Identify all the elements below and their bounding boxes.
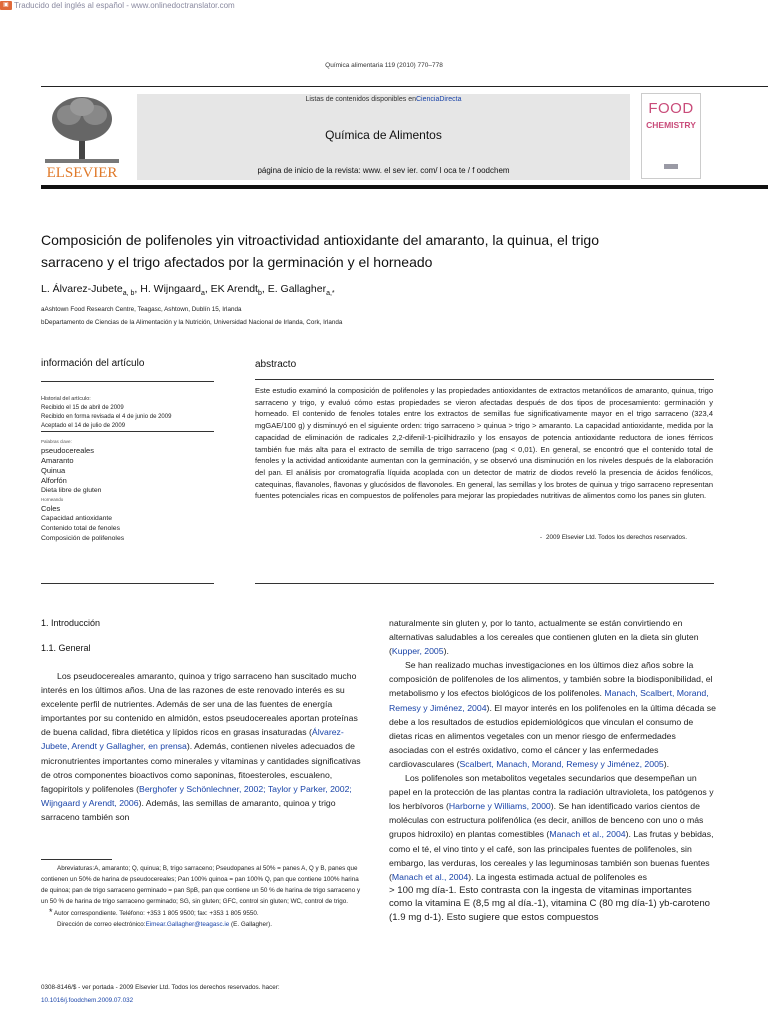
journal-homepage[interactable]: página de inicio de la revista: www. el sev ier. com/ l oca te / f oodchem [257,166,510,175]
section-heading: 1. Introducción [41,618,101,628]
divider [255,583,714,584]
abstract-heading: abstracto [255,359,297,370]
subsection-heading: 1.1. General [41,643,91,653]
paragraph-text: ). Se han identificado varios cientos de moléculas con estructura polifenólica (es decir, anillos de benceno con uno o más grupos hidroxilo) en plantas comestibles ( [389,801,704,840]
journal-name: Química de Alimentos [325,128,442,142]
article-info-heading: información del artículo [41,358,145,369]
paragraph: > 100 mg día-1. Esto contrasta con la ingesta de vitaminas importantes como la vitamina E (8,5 mg al día.-1), vitamina C (80 mg día-1) yb-caroteno (1.9 mg d-1). Esto sugiere que estos compuestos [389,884,710,923]
abbreviations-footnote: Abreviaturas:A, amaranto; Q, quinua; B, trigo sarraceno; Pseudopanes al 50% = panes A, Q y B, panes que contienen un 50% de harina de pseudocereales; Pan 100% quinoa = pan 100% Q, pan que contiene 100% harina de quinoa; pan de trigo sarraceno germinado = pan SpB, pan que contiene un 50 % de harina de trigo sarraceno y un 50 % de harina de trigo sarraceno germinado; SG, sin gluten; GFC, control sin gluten; WC, control de trigo. [41,865,361,905]
citation-link[interactable]: Kupper, 2005 [391,646,444,657]
paragraph-text: naturalmente sin gluten y, por lo tanto, actualmente se están convirtiendo en alternativas saludables a los cereales que contienen gluten en la dieta sin gluten ( [389,618,699,657]
corresponding-author-footnote: * Autor correspondiente. Teléfono: +353 1 805 9500; fax: +353 1 805 9550. [49,907,259,917]
keyword: Composición de polifenoles [41,535,125,542]
journal-reference: Química alimentaria 119 (2010) 770–778 [325,62,443,69]
footnotes [41,863,365,930]
sciencedirect-link[interactable]: CienciaDirecta [416,96,462,103]
article-history: Historial del artículo: Recibido el 15 de abril de 2009 Recibido en forma revisada el 4 de junio de 2009 Aceptado el 14 de julio de 2009 [41,396,172,429]
doi-link[interactable]: 10.1016/j.foodchem.2009.07.032 [41,997,134,1004]
divider [41,583,214,584]
author-name: , E. Gallagher [261,283,327,295]
keyword: Amaranto [41,456,74,465]
paragraph-text: Los pseudocereales amaranto, quinoa y trigo sarraceno han suscitado mucho interés en los últimos años. Una de las razones de este renovado interés es su excelente perfil de nutrientes. Además de ser una de las fuentes de energía importantes por su contenido en almidón, estos pseudocereales aportan proteínas de buena calidad, fibra dietética y lípidos ricos en grasas insaturadas ( [41,671,358,738]
paragraph-text: ). Además, contienen niveles adecuados de micronutrientes importantes como minerales y vitaminas y cantidades significativas de otros componentes bioactivos como saponinas, fitoesteroles, escualeno, fagopiritols y polifenoles ( [41,741,361,794]
author-name: L. Álvarez-Jubete [41,283,123,295]
elsevier-tree-icon [41,93,123,179]
paragraph-text: Se han realizado muchas investigaciones en los últimos diez años sobre la composición de polifenoles de los alimentos, y también sobre la biodisponibilidad, el metabolismo y los efectos biológicos de los polifenoles. [389,660,713,699]
email-link[interactable]: Eimear.Gallagher@teagasc.ie [145,921,230,928]
body-column-left [41,669,365,824]
author-name: , EK Arendt [204,283,258,295]
footnote-rule [41,859,112,860]
paragraph [389,616,716,658]
keyword: Contenido total de fenoles [41,525,120,532]
citation-link[interactable]: Manach, Scalbert, Morand, Remesy y Jiménez, 2004 [389,688,709,713]
abstract-text: Este estudio examinó la composición de polifenoles y las propiedades antioxidantes de extractos metanólicos de amaranto, quinua, trigo sarraceno y trigo, y evaluó cómo estas propiedades se vieron afectadas después de dos tipos de procesamiento: germinación y horneado. El contenido de fenoles totales entre los extractos de semillas fue significativamente mayor en el trigo sarraceno (323,4 mgGAE/100 g) y disminuyó en el siguiente orden: trigo sarraceno > quinua > trigo > amaranto. La capacidad antioxidante, medida por la capacidad de eliminación de radicales 2,2-difenil-1-picilhidrazilo y los ensayos de potencia antioxidante reductora de iones férricos también fue más alta para el extracto de semilla de trigo sarraceno (pag < 0,01). En general, se encontró que el contenido total de fenoles y la actividad antioxidante aumentan con la germinación, y se observó una disminución en los niveles después de la elaboración del pan. El análisis por cromatografía líquida acoplada con un detector de matriz de diodos reveló la presencia de ácidos fenólicos, catequinas, flavanoles, flavonas y glucósidos de flavonoles. En general, las semillas y los brotes de quinua y trigo sarraceno representan fuentes potenciales ricas en compuestos de polifenoles para mejorar las propiedades nutritivas de alimentos como los panes sin gluten. [255,386,713,501]
keyword: Alforfón [41,476,67,485]
svg-text:ELSEVIER: ELSEVIER [46,165,118,179]
paragraph-text: ). El mayor interés en los polifenoles en la última década se debe a los resultados de estudios epidemiológicos que vinculan el consumo de dietas ricas en alimentos vegetales con un menor riesgo de enfermedades asociadas con el estrés oxidativo, como el cáncer y las enfermedades cardiovasculares ( [389,702,716,769]
citation-link[interactable]: Álvarez-Jubete, Arendt y Gallagher, en prensa [41,727,344,752]
author-name: , H. Wijngaard [134,283,201,295]
keyword: Coles [41,504,61,513]
header-thick-rule [41,185,768,189]
divider [41,381,214,382]
body-column-right [389,616,716,925]
cover-food-text: FOOD [648,100,694,117]
article-title: Composición de polifenoles yin vitroactividad antioxidante del amaranto, la quinua, el trigo sarraceno y el trigo afectados por la germinación y el horneado [41,232,599,270]
paragraph-text: ). [663,758,670,769]
paragraph-text: ). Las frutas y bebidas, como el té, el vino tinto y el café, son las principales fuentes de polifenoles, sin embargo, las verduras, los cereales y las leguminosas también son buenas fuentes ( [389,829,714,882]
email-footnote: Dirección de correo electrónico:Eimear.Gallagher@teagasc.ie (E. Gallagher). [57,921,273,928]
translate-icon: ▣ [0,1,12,10]
citation-link[interactable]: Harborne y Williams, 2000 [448,801,551,812]
translation-bar[interactable] [0,0,235,11]
affiliation: bDepartamento de Ciencias de la Alimentación y la Nutrición, Universidad Nacional de Irlanda, Cork, Irlanda [41,319,343,326]
citation-link[interactable]: Berghofer y Schönlechner, 2002; Taylor y Parker, 2002; Wijngaard y Arendt, 2006 [41,783,352,808]
abstract-copyright: - 2009 Elsevier Ltd. Todos los derechos reservados. [540,534,687,541]
paragraph [389,771,716,884]
affiliation: aAshtown Food Research Centre, Teagasc, Ashtown, Dublín 15, Irlanda [41,306,242,313]
cover-publisher-mark [664,164,678,169]
translation-bar-text[interactable]: Traducido del inglés al español - www.onlinedoctranslator.com [14,1,235,10]
divider [41,431,214,432]
page-footer: 0308-8146/$ - ver portada - 2009 Elsevier Ltd. Todos los derechos reservados. hacer: 10.1016/j.foodchem.2009.07.032 [41,981,280,1007]
citation-link[interactable]: Manach et al., 2004 [391,871,469,882]
keywords: Palabras clave: pseudocereales Amaranto Quinua Alforfón Dieta libre de gluten Horneando Coles Capacidad antioxidante Contenido total de fenoles Composición de polifenoles [41,439,125,542]
contents-line: Listas de contenidos disponibles enCienciaDirecta [305,96,462,103]
citation-link[interactable]: Scalbert, Manach, Morand, Remesy y Jiménez, 2005 [459,758,664,769]
journal-banner [137,94,630,180]
paragraph [41,669,365,824]
paragraph-text: Los polifenoles son metabolitos vegetales secundarios que desempeñan un papel en la protección de las plantas contra la radiación ultravioleta, los patógenos y los herbívoros ( [389,773,714,812]
keyword: Dieta libre de gluten [41,487,102,494]
paragraph-text: ). [443,646,449,657]
header-rule [41,86,768,87]
divider [255,379,714,380]
author-list: L. Álvarez-Jubete$_{a, b}$, H. Wijngaard$_a$, EK Arendt$_b$, E. Gallagher$_{a,*}$ [41,283,335,298]
keyword: Capacidad antioxidante [41,515,113,522]
paragraph-text: ). La ingesta estimada actual de polifenoles es [468,871,647,882]
keyword: pseudocereales [41,446,94,455]
citation-link[interactable]: Manach et al., 2004 [549,829,626,840]
paragraph-text: ). Además, las semillas de amaranto, quinoa y trigo sarraceno también son [41,797,336,822]
publisher-logo [41,93,123,179]
paragraph [389,658,716,771]
journal-cover [641,93,701,179]
cover-chemistry-text: CHEMISTRY [646,120,696,130]
keyword: Quinua [41,466,66,475]
